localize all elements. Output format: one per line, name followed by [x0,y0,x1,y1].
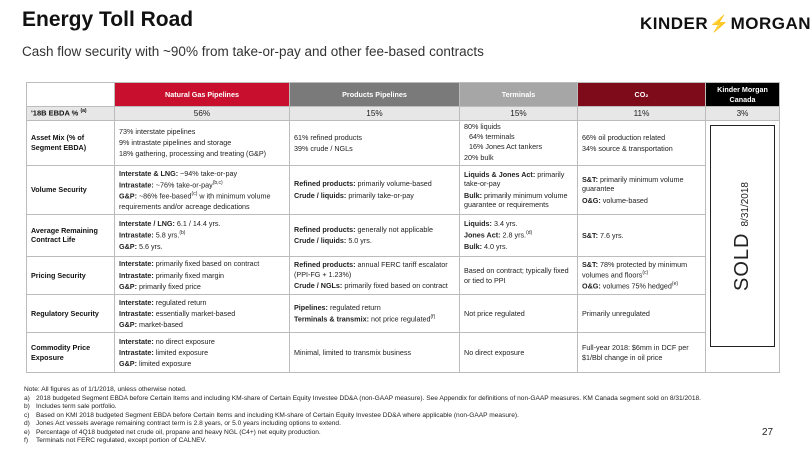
commodity-co2: Full-year 2018: $6mm in DCF per $1/Bbl change in oil price [578,333,706,373]
logo-word-right: MORGAN [730,14,811,33]
asset-pp: 61% refined products 39% crude / NGLs [290,121,460,166]
pricing-co2: S&T: 78% protected by minimum volumes and floors$^{(c)}$ O&G: volumes 75% hedged$^{(e)}$ [578,256,706,294]
page-subtitle: Cash flow security with ~90% from take-or-pay and other fee-based contracts [22,44,484,59]
ebda-term: 15% [460,107,578,121]
commodity-pp: Minimal, limited to transmix business [290,333,460,373]
footnote-c: c) Based on KMI 2018 budgeted Segment EBDA before Certain Items and including KM-share of Certain Equity Investee DD&A where applicable (non-GAAP measure). [24,411,519,419]
life-co2: S&T: 7.6 yrs. [578,214,706,256]
pricing-ngp: Interstate: primarily fixed based on contract Intrastate: primarily fixed margin G&P: primarily fixed price [115,256,290,294]
volume-term: Liquids & Jones Act: primarily take-or-pay Bulk: primarily minimum volume guarantee or requirements [460,165,578,214]
row-contract-life [27,214,780,256]
commodity-term: No direct exposure [460,333,578,373]
volume-ngp: Interstate & LNG: ~94% take-or-pay Intrastate: ~76% take-or-pay$^{(b,c)}$ G&P: ~86% fee-based$^{(c)}$ w ith minimum volume requirements and/or acreage dedications [115,165,290,214]
row-volume-security [27,165,780,214]
ebda-ngp: 56% [115,107,290,121]
footnote-general: Note: All figures as of 1/1/2018, unless otherwise noted. [24,386,187,393]
logo-word-left: KINDER [640,14,709,33]
col-kinder-morgan-canada: Kinder Morgan Canada [706,83,780,107]
row-label-regulatory-security: Regulatory Security [27,295,115,333]
regulatory-term: Not price regulated [460,295,578,333]
commodity-ngp: Interstate: no direct exposure Intrastate: limited exposure G&P: limited exposure [115,333,290,373]
footnote-a: a) 2018 budgeted Segment EBDA before Certain Items and including KM-share of Certain Equity Investee DD&A (non-GAAP measure). See Appendix for definitions of non-GAAP measures. KM Canada segment sold on 8/31/2018. [24,394,702,402]
footnote-f: f) Terminals not FERC regulated, except portion of CALNEV. [24,437,207,445]
volume-co2: S&T: primarily minimum volume guarantee O&G: volume-based [578,165,706,214]
col-terminals: Terminals [460,83,578,107]
header-row [27,83,780,107]
page-title: Energy Toll Road [22,8,194,31]
sold-label: SOLD [731,232,753,291]
row-pricing-security [27,256,780,294]
ebda-co2: 11% [578,107,706,121]
regulatory-co2: Primarily unregulated [578,295,706,333]
life-pp: Refined products: generally not applicable Crude / liquids: 5.0 yrs. [290,214,460,256]
sold-stamp [710,125,775,347]
pricing-pp: Refined products: annual FERC tariff escalator (PPI-FG + 1.23%) Crude / NGLs: primarily fixed based on contract [290,256,460,294]
row-label-commodity-exposure: Commodity Price Exposure [27,333,115,373]
lightning-bolt-icon: ⚡ [709,16,730,33]
regulatory-pp: Pipelines: regulated return Terminals & transmix: not price regulated$^{(f)}$ [290,295,460,333]
asset-ngp: 73% interstate pipelines 9% intrastate pipelines and storage 18% gathering, processing and treating (G&P) [115,121,290,166]
row-label-pricing-security: Pricing Security [27,256,115,294]
sold-cell [706,121,780,373]
footnotes [24,386,784,446]
row-commodity-exposure [27,333,780,373]
col-co2: CO₂ [578,83,706,107]
row-regulatory-security [27,295,780,333]
page-number: 27 [762,427,774,438]
life-ngp: Interstate / LNG: 6.1 / 14.4 yrs. Intrastate: 5.8 yrs.$^{(b)}$ G&P: 5.6 yrs. [115,214,290,256]
segment-table [26,82,780,373]
footnote-e: e) Percentage of 4Q18 budgeted net crude oil, propane and heavy NGL (C4+) net equity production. [24,428,321,436]
kinder-morgan-logo [640,14,811,34]
row-label-volume-security: Volume Security [27,165,115,214]
asset-term: 80% liquids 64% terminals 16% Jones Act tankers 20% bulk [460,121,578,166]
asset-co2: 66% oil production related 34% source & transportation [578,121,706,166]
row-ebda [27,107,780,121]
ebda-pp: 15% [290,107,460,121]
header-blank-cell [27,83,115,107]
life-term: Liquids: 3.4 yrs. Jones Act: 2.8 yrs.$^{(d)}$ Bulk: 4.0 yrs. [460,214,578,256]
row-label-asset-mix: Asset Mix (% of Segment EBDA) [27,121,115,166]
regulatory-ngp: Interstate: regulated return Intrastate: essentially market-based G&P: market-based [115,295,290,333]
footnote-b: b) Includes term sale portfolio. [24,403,117,411]
col-products-pipelines: Products Pipelines [290,83,460,107]
pricing-term: Based on contract; typically fixed or tied to PPI [460,256,578,294]
volume-pp: Refined products: primarily volume-based Crude / liquids: primarily take-or-pay [290,165,460,214]
row-asset-mix [27,121,780,166]
row-label-contract-life: Average Remaining Contract Life [27,214,115,256]
footnote-d: d) Jones Act vessels average remaining contract term is 2.8 years, or 5.0 years including options to extend. [24,420,341,428]
ebda-kmc: 3% [706,107,780,121]
col-natural-gas-pipelines: Natural Gas Pipelines [115,83,290,107]
row-label-ebda: '18B EBDA % $^{(a)}$ [27,107,115,121]
sold-date: 8/31/2018 [740,181,751,227]
